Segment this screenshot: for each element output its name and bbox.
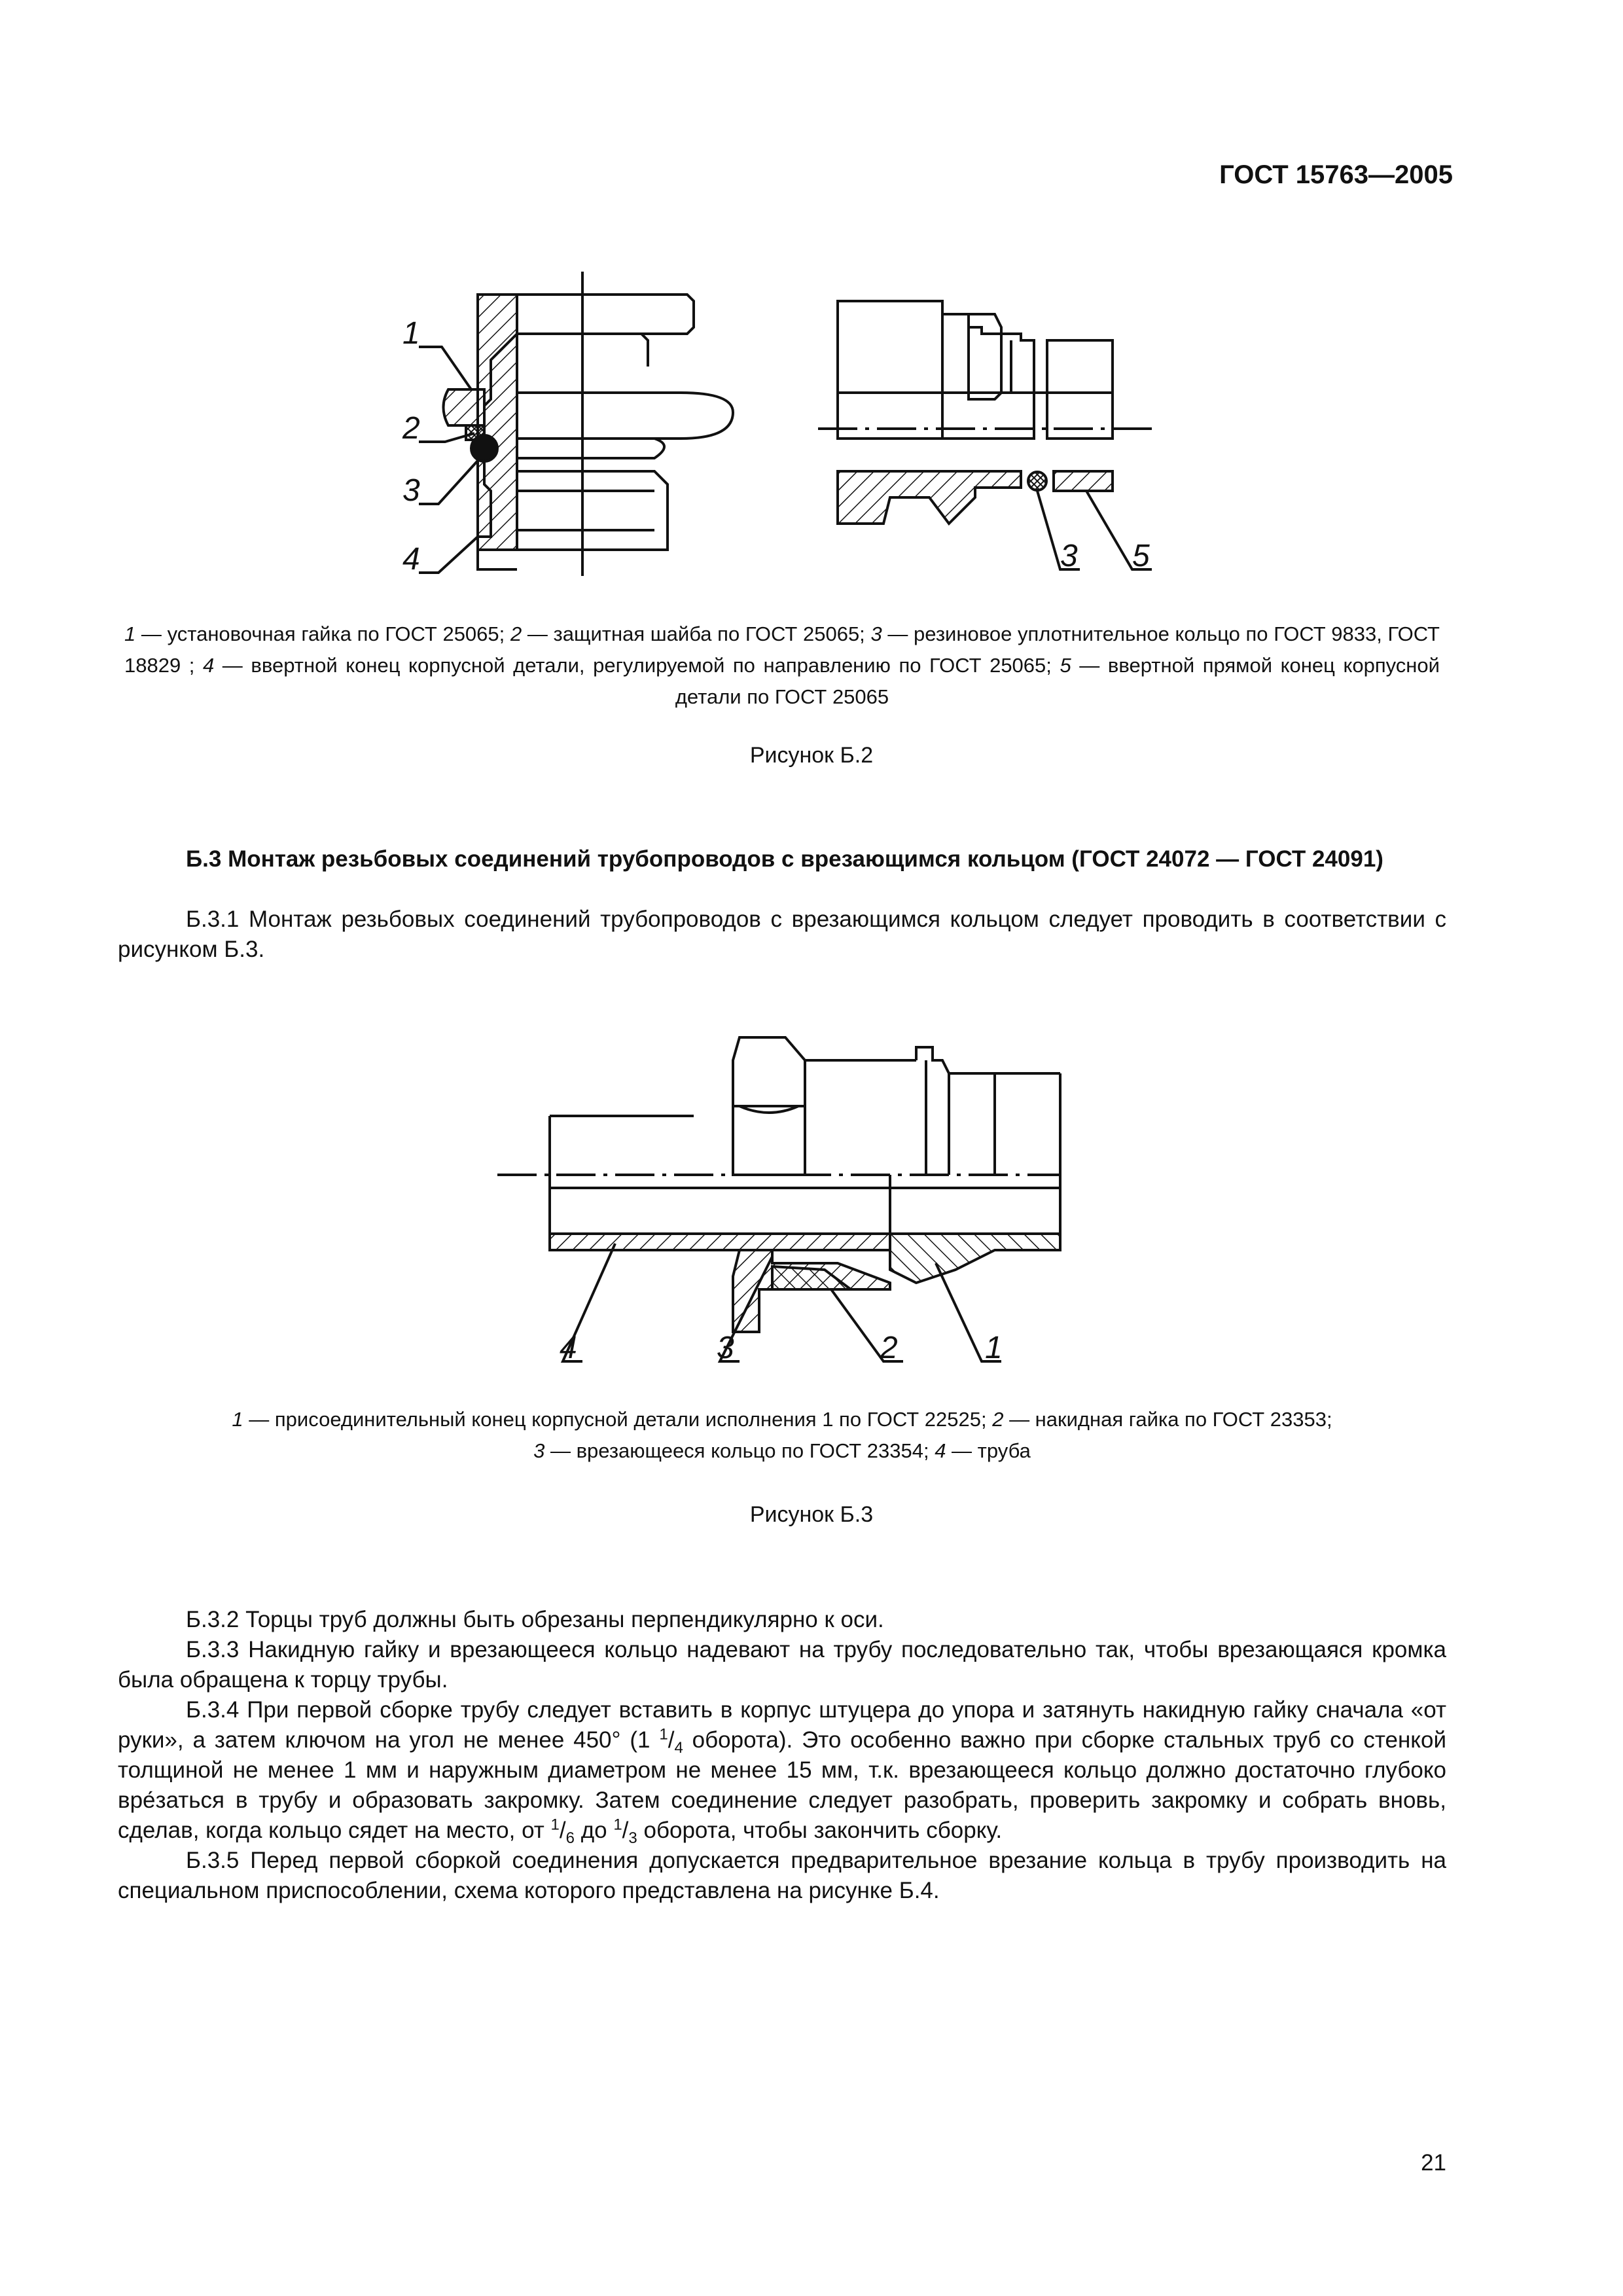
figure-b3-callout: 1 — [985, 1331, 1003, 1365]
figure-b2-callout: 3 — [402, 473, 420, 508]
figure-b2-drawing — [366, 262, 1191, 615]
figure-b3-drawing — [497, 1008, 1099, 1388]
paragraph-b34: Б.3.4 При первой сборке трубу следует вставить в корпус штуцера до упора и затянуть накидную гайку сначала «от руки», а затем ключом на угол не менее 450° (1 $^1/_4$ оборота). Это особенно важно при сборке стальных труб со стенкой толщиной не менее 1 мм и наружным диаметром не менее 15 мм, т.к. врезающееся кольцо должно достаточно глубоко вре́заться в трубу и образовать закромку. Затем соединение следует разобрать, проверить закромку и собрать вновь, сделав, когда кольцо сядет на место, от $^1/_6$ до $^1/_3$ оборота, чтобы закончить сборку. — [118, 1697, 1446, 1847]
figure-b3-title: Рисунок Б.3 — [749, 1502, 874, 1527]
figure-b3-callout: 3 — [717, 1331, 734, 1365]
figure-b2-callout: 3 — [1060, 539, 1078, 573]
figure-b2-caption: 1 — установочная гайка по ГОСТ 25065; 2 — защитная шайба по ГОСТ 25065; 3 — резиновое уплотнительное кольцо по ГОСТ 9833, ГОСТ 18829 ; 4 — ввертной конец корпусной детали, регулируемой по направлению по ГОСТ 25065; 5 — ввертной прямой конец корпусной детали по ГОСТ 25065 — [124, 622, 1440, 708]
paragraph-b35: Б.3.5 Перед первой сборкой соединения допускается предварительное врезание кольца в трубу производить на специальном приспособлении, схема которого представлена на рисунке Б.4. — [118, 1848, 1446, 1903]
page-number: 21 — [1421, 2150, 1446, 2176]
paragraph-b33: Б.3.3 Накидную гайку и врезающееся кольцо надевают на трубу последовательно так, чтобы врезающаяся кромка была обращена к торцу трубы. — [118, 1637, 1446, 1693]
figure-b2-callout: 4 — [402, 542, 420, 577]
document-code: ГОСТ 15763—2005 — [1219, 160, 1453, 189]
figure-b2-callout: 2 — [402, 411, 420, 446]
figure-b3-callout: 2 — [880, 1331, 898, 1365]
figure-b2-callout: 5 — [1132, 539, 1150, 573]
section-heading: Б.3 Монтаж резьбовых соединений трубопроводов с врезающимся кольцом (ГОСТ 24072 — ГОСТ 24091) — [186, 846, 1383, 872]
figure-b2-callout: 1 — [402, 316, 420, 351]
figure-b3-callout: 4 — [560, 1331, 577, 1365]
figure-b3-caption: 1 — присоединительный конец корпусной детали исполнения 1 по ГОСТ 22525; 2 — накидная гайка по ГОСТ 23353; 3 — врезающееся кольцо по ГОСТ 23354; 4 — труба — [232, 1408, 1332, 1462]
paragraph-b32: Б.3.2 Торцы труб должны быть обрезаны перпендикулярно к оси. — [186, 1607, 884, 1632]
paragraph-b31: Б.3.1 Монтаж резьбовых соединений трубопроводов с врезающимся кольцом следует проводить в соответствии с рисунком Б.3. — [118, 906, 1446, 962]
figure-b2-title: Рисунок Б.2 — [749, 743, 874, 768]
